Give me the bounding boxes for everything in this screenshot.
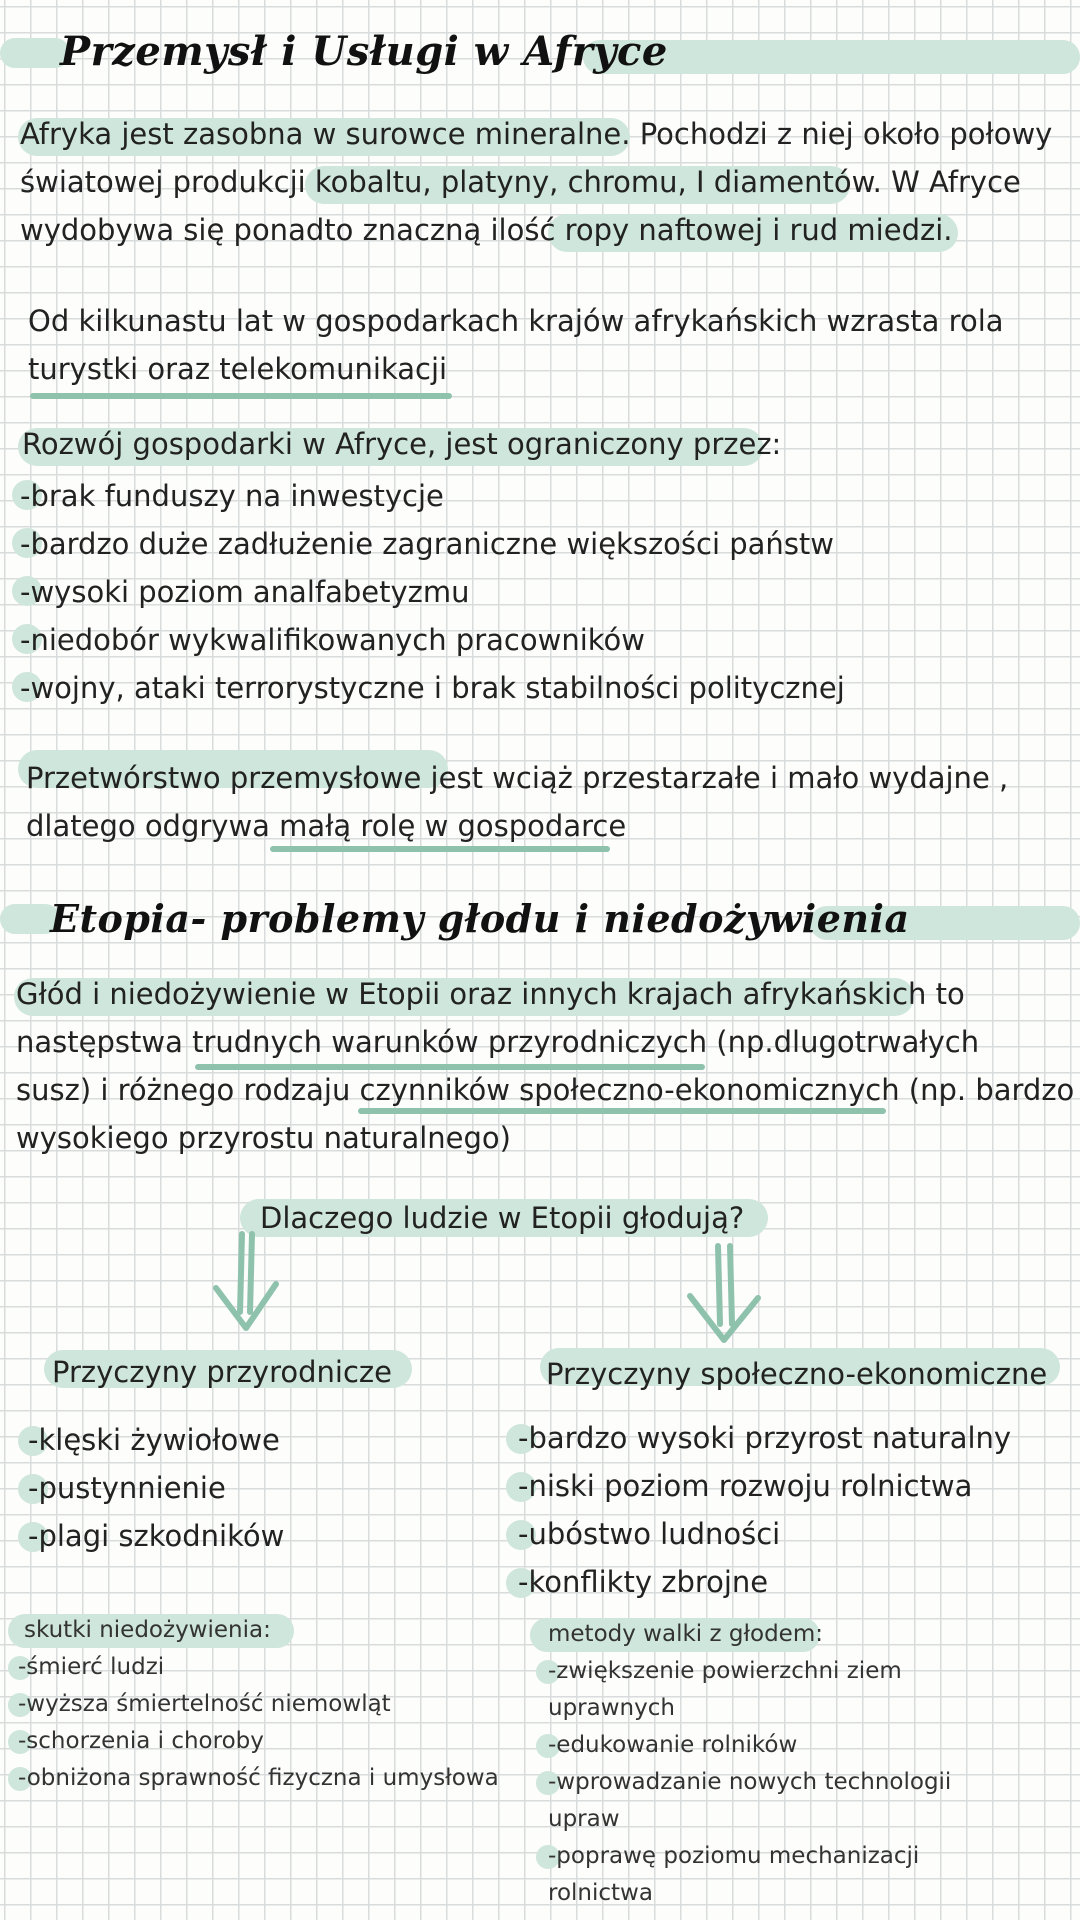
- list-item: -wprowadzanie nowych technologii: [548, 1769, 952, 1795]
- underline: [30, 393, 452, 399]
- paragraph-line: dlatego odgrywa małą rolę w gospodarce: [26, 809, 627, 843]
- list-item: -schorzenia i choroby: [18, 1728, 264, 1754]
- paragraph-line: światowej produkcji kobaltu, platyny, chromu, I diamentów. W Afryce: [20, 165, 1021, 199]
- list-item: -pustynnienie: [28, 1471, 226, 1505]
- underline: [270, 846, 610, 852]
- list-item: -brak funduszy na inwestycje: [20, 479, 444, 513]
- paragraph-line: wysokiego przyrostu naturalnego): [16, 1121, 511, 1155]
- underline: [195, 1064, 705, 1070]
- column-heading: Przyczyny przyrodnicze: [52, 1355, 392, 1389]
- down-arrow-icon: [684, 1240, 764, 1350]
- list-item: -niski poziom rozwoju rolnictwa: [518, 1469, 973, 1503]
- list-item: -poprawę poziomu mechanizacji: [548, 1843, 920, 1869]
- list-item: -plagi szkodników: [28, 1519, 285, 1553]
- section-title: Przemysł i Usługi w Afryce: [60, 28, 668, 75]
- paragraph-line: Afryka jest zasobna w surowce mineralne. Pochodzi z niej około połowy: [20, 117, 1053, 151]
- list-intro: Rozwój gospodarki w Afryce, jest ograniczony przez:: [22, 427, 782, 461]
- list-item: -konflikty zbrojne: [518, 1565, 769, 1599]
- list-item: -klęski żywiołowe: [28, 1423, 280, 1457]
- list-item: -obniżona sprawność fizyczna i umysłowa: [18, 1765, 499, 1791]
- section-title: Etopia- problemy głodu i niedożywienia: [50, 896, 910, 941]
- question: Dlaczego ludzie w Etopii głodują?: [260, 1201, 745, 1235]
- paragraph-line: Od kilkunastu lat w gospodarkach krajów afrykańskich wzrasta rola: [28, 304, 1004, 338]
- list-item: -niedobór wykwalifikowanych pracowników: [20, 623, 645, 657]
- list-item-continuation: rolnictwa: [548, 1880, 653, 1906]
- list-item: -wojny, ataki terrorystyczne i brak stabilności politycznej: [20, 671, 845, 705]
- paragraph-line: susz) i różnego rodzaju czynników społeczno-ekonomicznych (np. bardzo: [16, 1073, 1075, 1107]
- list-item: -zwiększenie powierzchni ziem: [548, 1658, 902, 1684]
- list-item: -wysoki poziom analfabetyzmu: [20, 575, 470, 609]
- list-item: -bardzo duże zadłużenie zagraniczne większości państw: [20, 527, 835, 561]
- down-arrow-icon: [206, 1228, 286, 1338]
- paragraph-line: Głód i niedożywienie w Etopii oraz innych krajach afrykańskich to: [16, 977, 965, 1011]
- column-heading: Przyczyny społeczno-ekonomiczne: [546, 1357, 1048, 1391]
- methods-heading: metody walki z głodem:: [548, 1621, 823, 1647]
- underline: [358, 1108, 886, 1114]
- list-item: -bardzo wysoki przyrost naturalny: [518, 1421, 1012, 1455]
- list-item: -wyższa śmiertelność niemowląt: [18, 1691, 391, 1717]
- effects-heading: skutki niedożywienia:: [24, 1617, 271, 1643]
- paragraph-line: wydobywa się ponadto znaczną ilość ropy naftowej i rud miedzi.: [20, 213, 953, 247]
- list-item-continuation: uprawnych: [548, 1695, 675, 1721]
- paragraph-line: Przetwórstwo przemysłowe jest wciąż przestarzałe i mało wydajne ,: [26, 761, 1009, 795]
- list-item: -śmierć ludzi: [18, 1654, 165, 1680]
- list-item-continuation: upraw: [548, 1806, 620, 1832]
- paragraph-line: turystki oraz telekomunikacji: [28, 352, 448, 386]
- paragraph-line: następstwa trudnych warunków przyrodniczych (np.dlugotrwałych: [16, 1025, 980, 1059]
- list-item: -edukowanie rolników: [548, 1732, 798, 1758]
- list-item: -ubóstwo ludności: [518, 1517, 781, 1551]
